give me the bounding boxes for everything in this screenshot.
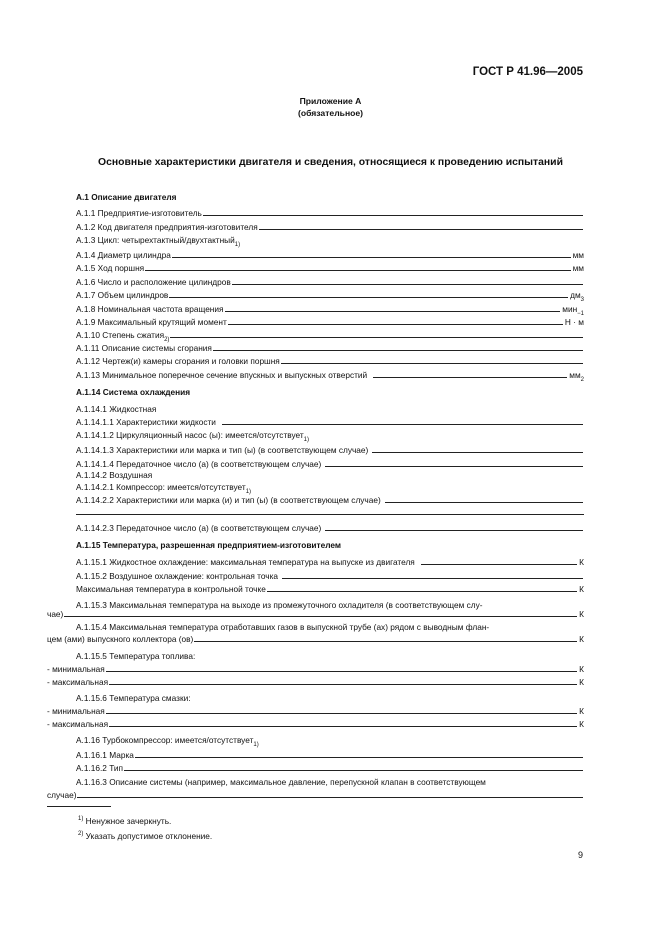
blank-line[interactable]: [76, 514, 584, 515]
footnote-mark: 2): [78, 831, 84, 837]
blank-line[interactable]: [325, 466, 583, 467]
field-row: А.1.16.2 Тип: [76, 763, 584, 773]
field-row: А.1.1 Предприятие-изготовитель: [76, 208, 584, 218]
section-heading: А.1 Описание двигателя: [76, 192, 177, 202]
field-row: А.1.15.1 Жидкостное охлаждение: максимальная температура на выпуске из двигателя К: [76, 557, 584, 567]
field-row: А.1.14.1.2 Циркуляционный насос (ы): имеется/отсутствует 1): [76, 430, 310, 443]
field-row: А.1.14.2.3 Передаточное число (а) (в соответствующем случае): [76, 523, 584, 533]
blank-line[interactable]: [385, 502, 583, 503]
field-row: - максимальная К: [47, 677, 584, 687]
footnote: $^{2)}$ Указать допустимое отклонение.: [78, 831, 213, 841]
field-row: А.1.16 Турбокомпрессор: имеется/отсутствует 1): [76, 735, 259, 748]
field-row: А.1.8 Номинальная частота вращения мин −1: [76, 304, 584, 317]
blank-line[interactable]: [373, 377, 567, 378]
field-row: А.1.14.1 Жидкостная: [76, 404, 157, 414]
field-row: А.1.16.1 Марка: [76, 750, 584, 760]
blank-line[interactable]: [106, 713, 577, 714]
field-row: - максимальная К: [47, 719, 584, 729]
document-code: ГОСТ Р 41.96—2005: [472, 66, 583, 78]
blank-line[interactable]: [109, 684, 577, 685]
field-row: А.1.6 Число и расположение цилиндров: [76, 277, 584, 287]
field-row: А.1.12 Чертеж(и) камеры сгорания и головки поршня: [76, 356, 584, 366]
blank-line[interactable]: [232, 284, 583, 285]
blank-line[interactable]: [213, 350, 583, 351]
blank-line[interactable]: [282, 578, 583, 579]
section-heading: А.1.15 Температура, разрешенная предприятием-изготовителем: [76, 540, 342, 550]
blank-line[interactable]: [421, 564, 577, 565]
blank-line[interactable]: [372, 452, 583, 453]
field-row: А.1.14.2.1 Компрессор: имеется/отсутствует 1): [76, 482, 252, 495]
footnote-separator: [47, 806, 111, 807]
field-row: А.1.2 Код двигателя предприятия-изготовителя: [76, 222, 584, 232]
blank-line[interactable]: [325, 530, 583, 531]
blank-line[interactable]: [281, 363, 583, 364]
field-row: А.1.10 Степень сжатия 2): [76, 330, 584, 340]
field-row: - минимальная К: [47, 706, 584, 716]
appendix-status: (обязательное): [297, 108, 364, 118]
page-number: 9: [577, 850, 583, 860]
field-row: - минимальная К: [47, 664, 584, 674]
blank-line[interactable]: [124, 770, 583, 771]
blank-line[interactable]: [135, 757, 583, 758]
blank-line[interactable]: [169, 297, 568, 298]
field-row: А.1.16.3 Описание системы (например, максимальное давление, перепускной клапан в соответствующем: [76, 777, 486, 787]
blank-line[interactable]: [267, 591, 577, 592]
field-row: А.1.15.5 Температура топлива:: [76, 651, 196, 661]
blank-line[interactable]: [259, 229, 583, 230]
field-row: А.1.15.4 Максимальная температура отработавших газов в выпускной трубе (ах) рядом с выводным флан-: [76, 622, 490, 632]
field-row: А.1.15.2 Воздушное охлаждение: контрольная точка: [76, 571, 584, 581]
field-row: А.1.3 Цикл: четырехтактный/двухтактный 1): [76, 235, 241, 248]
field-row: А.1.15.3 Максимальная температура на выходе из промежуточного охладителя (в соответствующем слу-: [76, 600, 483, 610]
field-row: А.1.7 Объем цилиндров дм 3: [76, 290, 584, 303]
field-row: чае) К: [47, 609, 584, 619]
blank-line[interactable]: [172, 257, 571, 258]
blank-line[interactable]: [203, 215, 583, 216]
field-row: А.1.14.1.4 Передаточное число (а) (в соответствующем случае): [76, 459, 584, 469]
field-row: цем (ами) выпускного коллектора (ов) К: [47, 634, 584, 644]
blank-line[interactable]: [109, 726, 577, 727]
field-row: А.1.14.2 Воздушная: [76, 470, 153, 480]
footnote: $^{1)}$ Ненужное зачеркнуть.: [78, 816, 172, 826]
section-heading: А.1.14 Система охлаждения: [76, 387, 191, 397]
blank-line[interactable]: [64, 616, 577, 617]
blank-line[interactable]: [222, 424, 583, 425]
blank-line[interactable]: [145, 270, 570, 271]
blank-line[interactable]: [106, 671, 577, 672]
page-title: Основные характеристики двигателя и сведения, относящиеся к проведению испытаний: [98, 157, 563, 168]
field-row: А.1.11 Описание системы сгорания: [76, 343, 584, 353]
blank-line[interactable]: [194, 641, 577, 642]
field-row: А.1.15.6 Температура смазки:: [76, 693, 191, 703]
footnote-mark: 1): [78, 816, 84, 822]
appendix-label: Приложение А: [299, 96, 362, 106]
field-row: случае): [47, 790, 584, 800]
field-row: Максимальная температура в контрольной точке К: [76, 584, 584, 594]
field-row: А.1.5 Ход поршня мм: [76, 263, 584, 273]
field-row: А.1.14.1.3 Характеристики или марка и тип (ы) (в соответствующем случае): [76, 445, 584, 455]
blank-line[interactable]: [170, 337, 583, 338]
blank-line[interactable]: [228, 324, 563, 325]
field-row: А.1.14.2.2 Характеристики или марка (и) и тип (ы) (в соответствующем случае): [76, 495, 584, 505]
blank-line[interactable]: [225, 311, 561, 312]
field-row: А.1.4 Диаметр цилиндра мм: [76, 250, 584, 260]
blank-line[interactable]: [77, 797, 583, 798]
field-row: А.1.9 Максимальный крутящий момент Н · м: [76, 317, 584, 327]
field-row: А.1.13 Минимальное поперечное сечение впускных и выпускных отверстий мм 2: [76, 370, 584, 383]
field-row: А.1.14.1.1 Характеристики жидкости: [76, 417, 584, 427]
